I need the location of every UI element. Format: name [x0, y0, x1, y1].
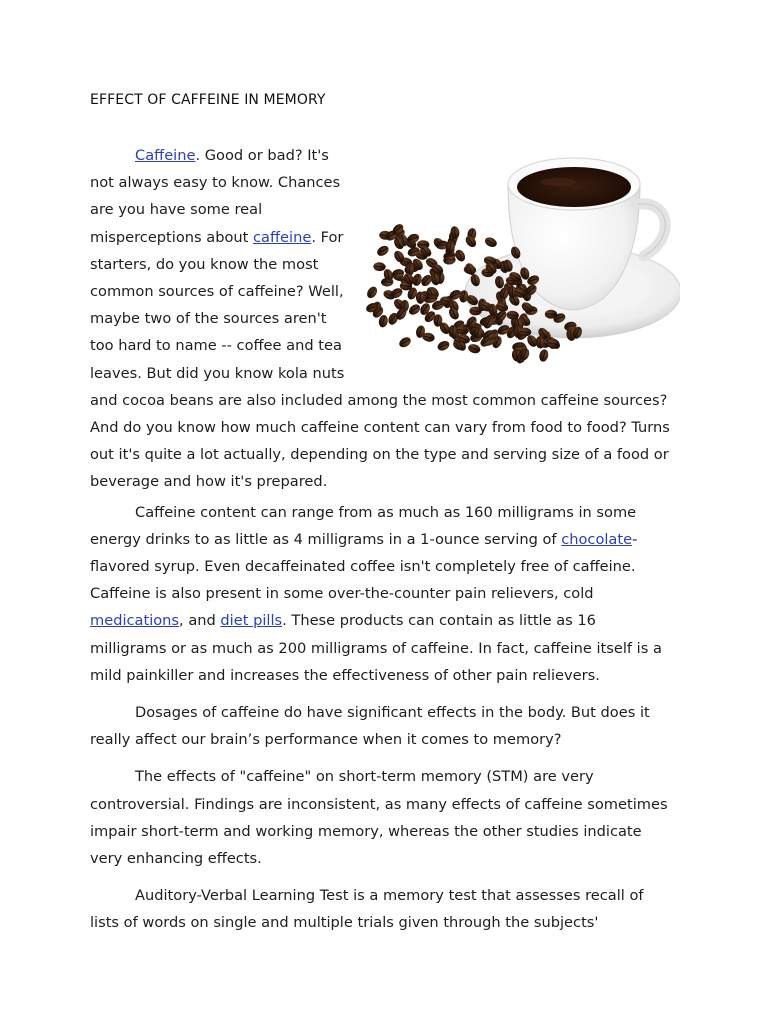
coffee-bean: [373, 262, 386, 271]
coffee-bean: [483, 236, 498, 249]
coffee-cup-image: [358, 142, 680, 378]
paragraph-4: The effects of "caffeine" on short-term memory (STM) are very controversial. Findings are inconsistent, as many effects of caffeine sometimes impair short-term and working memory, whereas the other studies indicate very enhancing effects.: [90, 768, 668, 868]
coffee-bean: [407, 302, 422, 317]
paragraph-3: Dosages of caffeine do have significant effects in the body. But does it really affect our brain’s performance when it comes to memory?: [90, 704, 650, 749]
link-caffeine-2[interactable]: caffeine: [253, 228, 312, 246]
coffee-cup-illustration: [358, 142, 680, 378]
document-body: [90, 142, 672, 937]
p2-text-3: , and: [179, 612, 221, 630]
paragraph-5: Auditory-Verbal Learning Test is a memory test that assesses recall of lists of words on single and multiple trials given through the subjects': [90, 887, 644, 932]
coffee-bean: [365, 285, 379, 300]
coffee-bean: [436, 339, 451, 352]
paragraph-2: [90, 499, 672, 689]
link-caffeine[interactable]: Caffeine: [135, 147, 196, 164]
coffee-bean: [447, 306, 461, 321]
p1-text-1: . Good or bad? It's not always easy to know. Chances are you have some real misperceptions about: [90, 147, 341, 246]
link-diet-pills[interactable]: diet pills: [220, 612, 283, 630]
document-title: EFFECT OF CAFFEINE IN MEMORY: [90, 92, 326, 108]
p2-text-1: Caffeine content can range from as much as 160 milligrams in some energy drinks to as little as 4 milligrams in a 1-ounce serving of: [90, 503, 637, 548]
p1-text-2: . For starters, do you know the most common sources of caffeine? Well, maybe two of the sources aren't too hard to name -- coffee and tea leaves. But did you know kola nuts and cocoa beans are also included among the most common caffeine sources? And do you know how much caffeine content can vary from food to food? Turns out it's quite a lot actually, depending on the type and serving size of a food or beverage and how it's prepared.: [90, 228, 670, 491]
p2-text-4: . These products can contain as little as 16 milligrams or as much as 200 milligrams of caffeine. In fact, caffeine itself is a mild painkiller and increases the effectiveness of other pain relievers.: [90, 612, 662, 684]
coffee-bean: [397, 335, 412, 349]
link-chocolate[interactable]: chocolate: [561, 530, 633, 548]
coffee-bean: [375, 244, 390, 258]
p2-text-2: -flavored syrup. Even decaffeinated coffee isn't completely free of caffeine. Caffeine is also present in some over-the-counter pain relievers, cold: [90, 530, 638, 603]
link-medications[interactable]: medications: [90, 612, 180, 630]
coffee-bean: [538, 348, 549, 362]
coffee-bean: [467, 343, 481, 355]
